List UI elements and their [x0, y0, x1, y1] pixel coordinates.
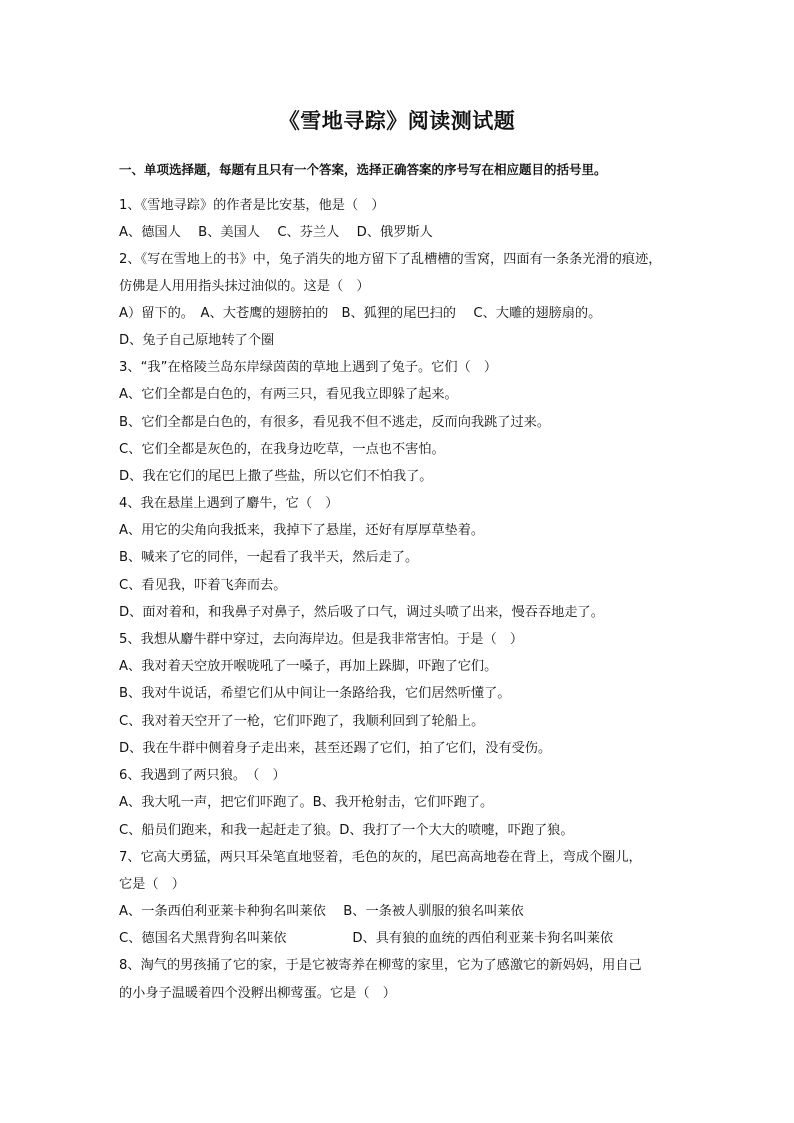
option-line: B、它们全都是白色的，有很多，看见我不但不逃走，反而向我跳了过来。: [119, 415, 551, 430]
question-line: 5、我想从麝牛群中穿过，去向海岸边。但是我非常害怕。于是（ ）: [119, 632, 524, 647]
option-line: A）留下的。 A、大苍鹰的翅膀拍的 B、狐狸的尾巴扫的 C、大雕的翅膀扇的。: [119, 306, 602, 321]
question-line: 7、它高大勇猛，两只耳朵笔直地竖着，毛色的灰的，尾巴高高地卷在背上，弯成个圈儿，: [119, 850, 642, 865]
option-line: A、用它的尖角向我抵来，我掉下了悬崖，还好有厚厚草垫着。: [119, 523, 485, 538]
question-line: 8、淘气的男孩捅了它的家，于是它被寄养在柳莺的家里，它为了感激它的新妈妈，用自己: [119, 958, 642, 973]
option-line: D、面对着和，和我鼻子对鼻子，然后吸了口气，调过头喷了出来，慢吞吞地走了。: [119, 605, 604, 620]
option-line: A、一条西伯利亚莱卡种狗名叫莱依 B、一条被人驯服的狼名叫莱依: [119, 904, 524, 919]
option-line: D、我在牛群中侧着身子走出来，甚至还踢了它们，拍了它们，没有受伤。: [119, 741, 552, 756]
option-line: A、德国人 B、美国人 C、芬兰人 D、俄罗斯人: [119, 225, 433, 240]
option-line: C、我对着天空开了一枪，它们吓跑了，我顺利回到了轮船上。: [119, 714, 485, 729]
option-line: A、我大吼一声，把它们吓跑了。B、我开枪射击，它们吓跑了。: [119, 795, 494, 810]
option-line: C、德国名犬黑背狗名叫莱依 D、具有狼的血统的西伯利亚莱卡狗名叫莱依: [119, 931, 614, 946]
question-line: 3、“我”在格陵兰岛东岸绿茵茵的草地上遇到了兔子。它们（ ）: [119, 360, 498, 375]
question-line: 1、《雪地寻踪》的作者是比安基，他是（ ）: [119, 198, 385, 213]
option-line: D、兔子自己原地转了个圈: [119, 333, 275, 348]
question-line: 仿佛是人用用指头抹过油似的。这是（ ）: [119, 279, 370, 294]
question-line: 它是（ ）: [119, 877, 185, 892]
option-line: A、我对着天空放开喉咙吼了一嗓子，再加上跺脚，吓跑了它们。: [119, 659, 498, 674]
option-line: C、它们全都是灰色的，在我身边吃草，一点也不害怕。: [119, 442, 445, 457]
option-line: C、船员们跑来，和我一起赶走了狼。D、我打了一个大大的喷嚏，吓跑了狼。: [119, 823, 574, 838]
section-instruction: 一、单项选择题，每题有且只有一个答案，选择正确答案的序号写在相应题目的括号里。: [119, 162, 607, 177]
question-line: 的小身子温暖着四个没孵出柳莺蛋。它是（ ）: [119, 986, 396, 1001]
question-line: 6、我遇到了两只狼。 （ ）: [119, 768, 286, 783]
question-line: 2、《写在雪地上的书》中，兔子消失的地方留下了乱槽槽的雪窝，四面有一条条光滑的痕迹，: [119, 252, 662, 267]
option-line: D、我在它们的尾巴上撒了些盐，所以它们不怕我了。: [119, 469, 433, 484]
option-line: B、我对牛说话，希望它们从中间让一条路给我，它们居然听懂了。: [119, 686, 511, 701]
page-title: 《雪地寻踪》阅读测试题: [278, 108, 516, 133]
question-line: 4、我在悬崖上遇到了麝牛，它（ ）: [119, 496, 339, 511]
option-line: A、它们全都是白色的，有两三只，看见我立即躲了起来。: [119, 387, 458, 402]
option-line: C、看见我，吓着飞奔而去。: [119, 578, 287, 593]
option-line: B、喊来了它的同伴，一起看了我半天，然后走了。: [119, 550, 419, 565]
